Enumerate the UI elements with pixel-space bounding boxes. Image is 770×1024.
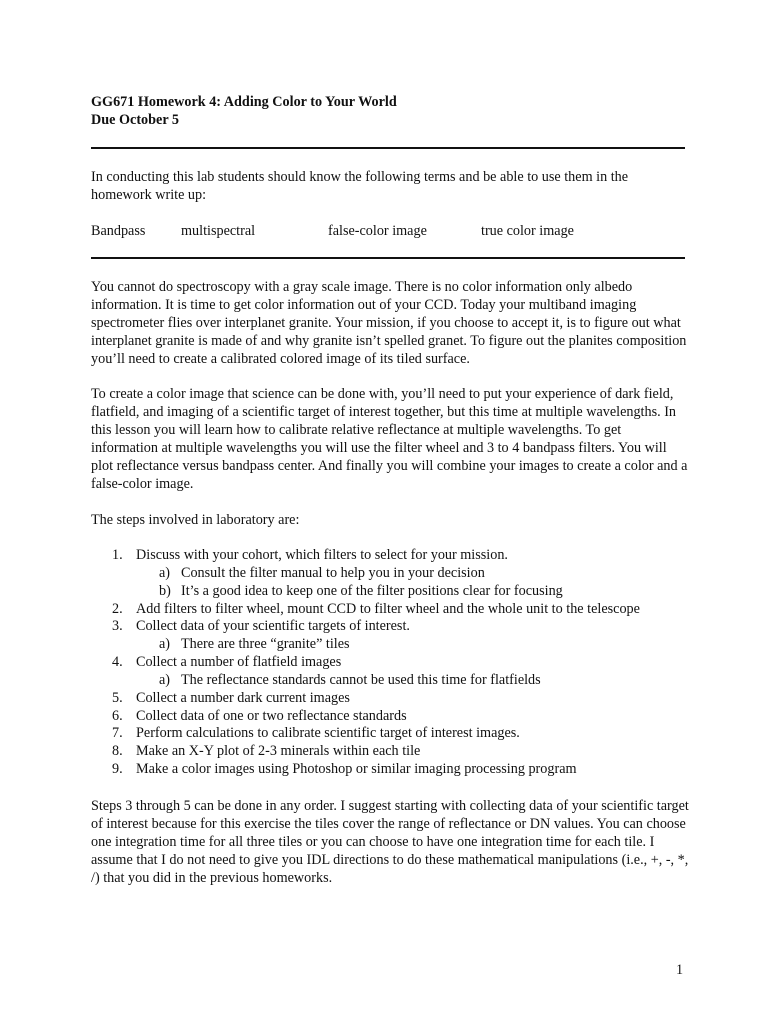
- steps-intro: The steps involved in laboratory are:: [91, 512, 300, 528]
- terms-divider: [91, 257, 685, 259]
- paragraph-3: Steps 3 through 5 can be done in any order. I suggest starting with collecting data of your scientific target of interest because for this exercise the tiles cover the range of reflectance or DN values. You can choose one integration time for all three tiles or you can choose to have one integration time for each tile. I assume that I do not need to give you IDL directions to do these mathematical manipulations (i.e., +, -, *, /) that you did in the previous homeworks.: [91, 798, 689, 886]
- document-title: GG671 Homework 4: Adding Color to Your World: [91, 94, 397, 110]
- substep-item: a) There are three “granite” tiles: [159, 636, 350, 653]
- step-item: 5. Collect a number dark current images: [112, 689, 350, 706]
- term-true-color: true color image: [481, 223, 574, 239]
- term-bandpass: Bandpass: [91, 223, 146, 239]
- step-item: 3. Collect data of your scientific targets of interest.: [112, 618, 410, 635]
- term-multispectral: multispectral: [181, 223, 256, 239]
- due-date: Due October 5: [91, 112, 179, 128]
- top-divider: [91, 147, 685, 149]
- substep-item: a) The reflectance standards cannot be used this time for flatfields: [159, 671, 541, 688]
- step-item: 8. Make an X-Y plot of 2-3 minerals within each tile: [112, 743, 421, 760]
- step-item: 9. Make a color images using Photoshop or similar imaging processing program: [112, 761, 577, 778]
- paragraph-1: You cannot do spectroscopy with a gray scale image. There is no color information only albedo information. It is time to get color information out of your CCD. Today your multiband imaging spectrometer flies over interplanet granite. Your mission, if you choose to accept it, is to figure out what interplanet granite is made of and why granite isn’t spelled granet. To figure out the planites composition you’ll need to create a calibrated colored image of its tiled surface.: [91, 279, 687, 367]
- substep-item: a) Consult the filter manual to help you in your decision: [159, 564, 485, 581]
- document-heading: [91, 93, 397, 129]
- terms-row: [0, 222, 770, 240]
- step-item: 2. Add filters to filter wheel, mount CCD to filter wheel and the whole unit to the telescope: [112, 600, 640, 617]
- intro-paragraph: In conducting this lab students should know the following terms and be able to use them in the homework write up:: [91, 169, 629, 203]
- step-item: 7. Perform calculations to calibrate scientific target of interest images.: [112, 725, 520, 742]
- substep-item: b) It’s a good idea to keep one of the filter positions clear for focusing: [159, 582, 563, 599]
- paragraph-2: To create a color image that science can be done with, you’ll need to put your experience of dark field, flatfield, and imaging of a scientific target of interest together, but this time at multiple wavelengths. In this lesson you will learn how to calibrate relative reflectance at multiple wavelengths. To get information at multiple wavelengths you will use the filter wheel and 3 to 4 bandpass filters. You will plot reflectance versus bandpass center. And finally you will combine your images to create a color and a false-color image.: [91, 386, 688, 492]
- steps-list: [91, 547, 711, 779]
- step-item: 4. Collect a number of flatfield images: [112, 654, 342, 671]
- step-item: 6. Collect data of one or two reflectance standards: [112, 707, 407, 724]
- term-false-color: false-color image: [328, 223, 427, 239]
- step-item: 1. Discuss with your cohort, which filters to select for your mission.: [112, 547, 508, 563]
- page-number: 1: [676, 962, 684, 978]
